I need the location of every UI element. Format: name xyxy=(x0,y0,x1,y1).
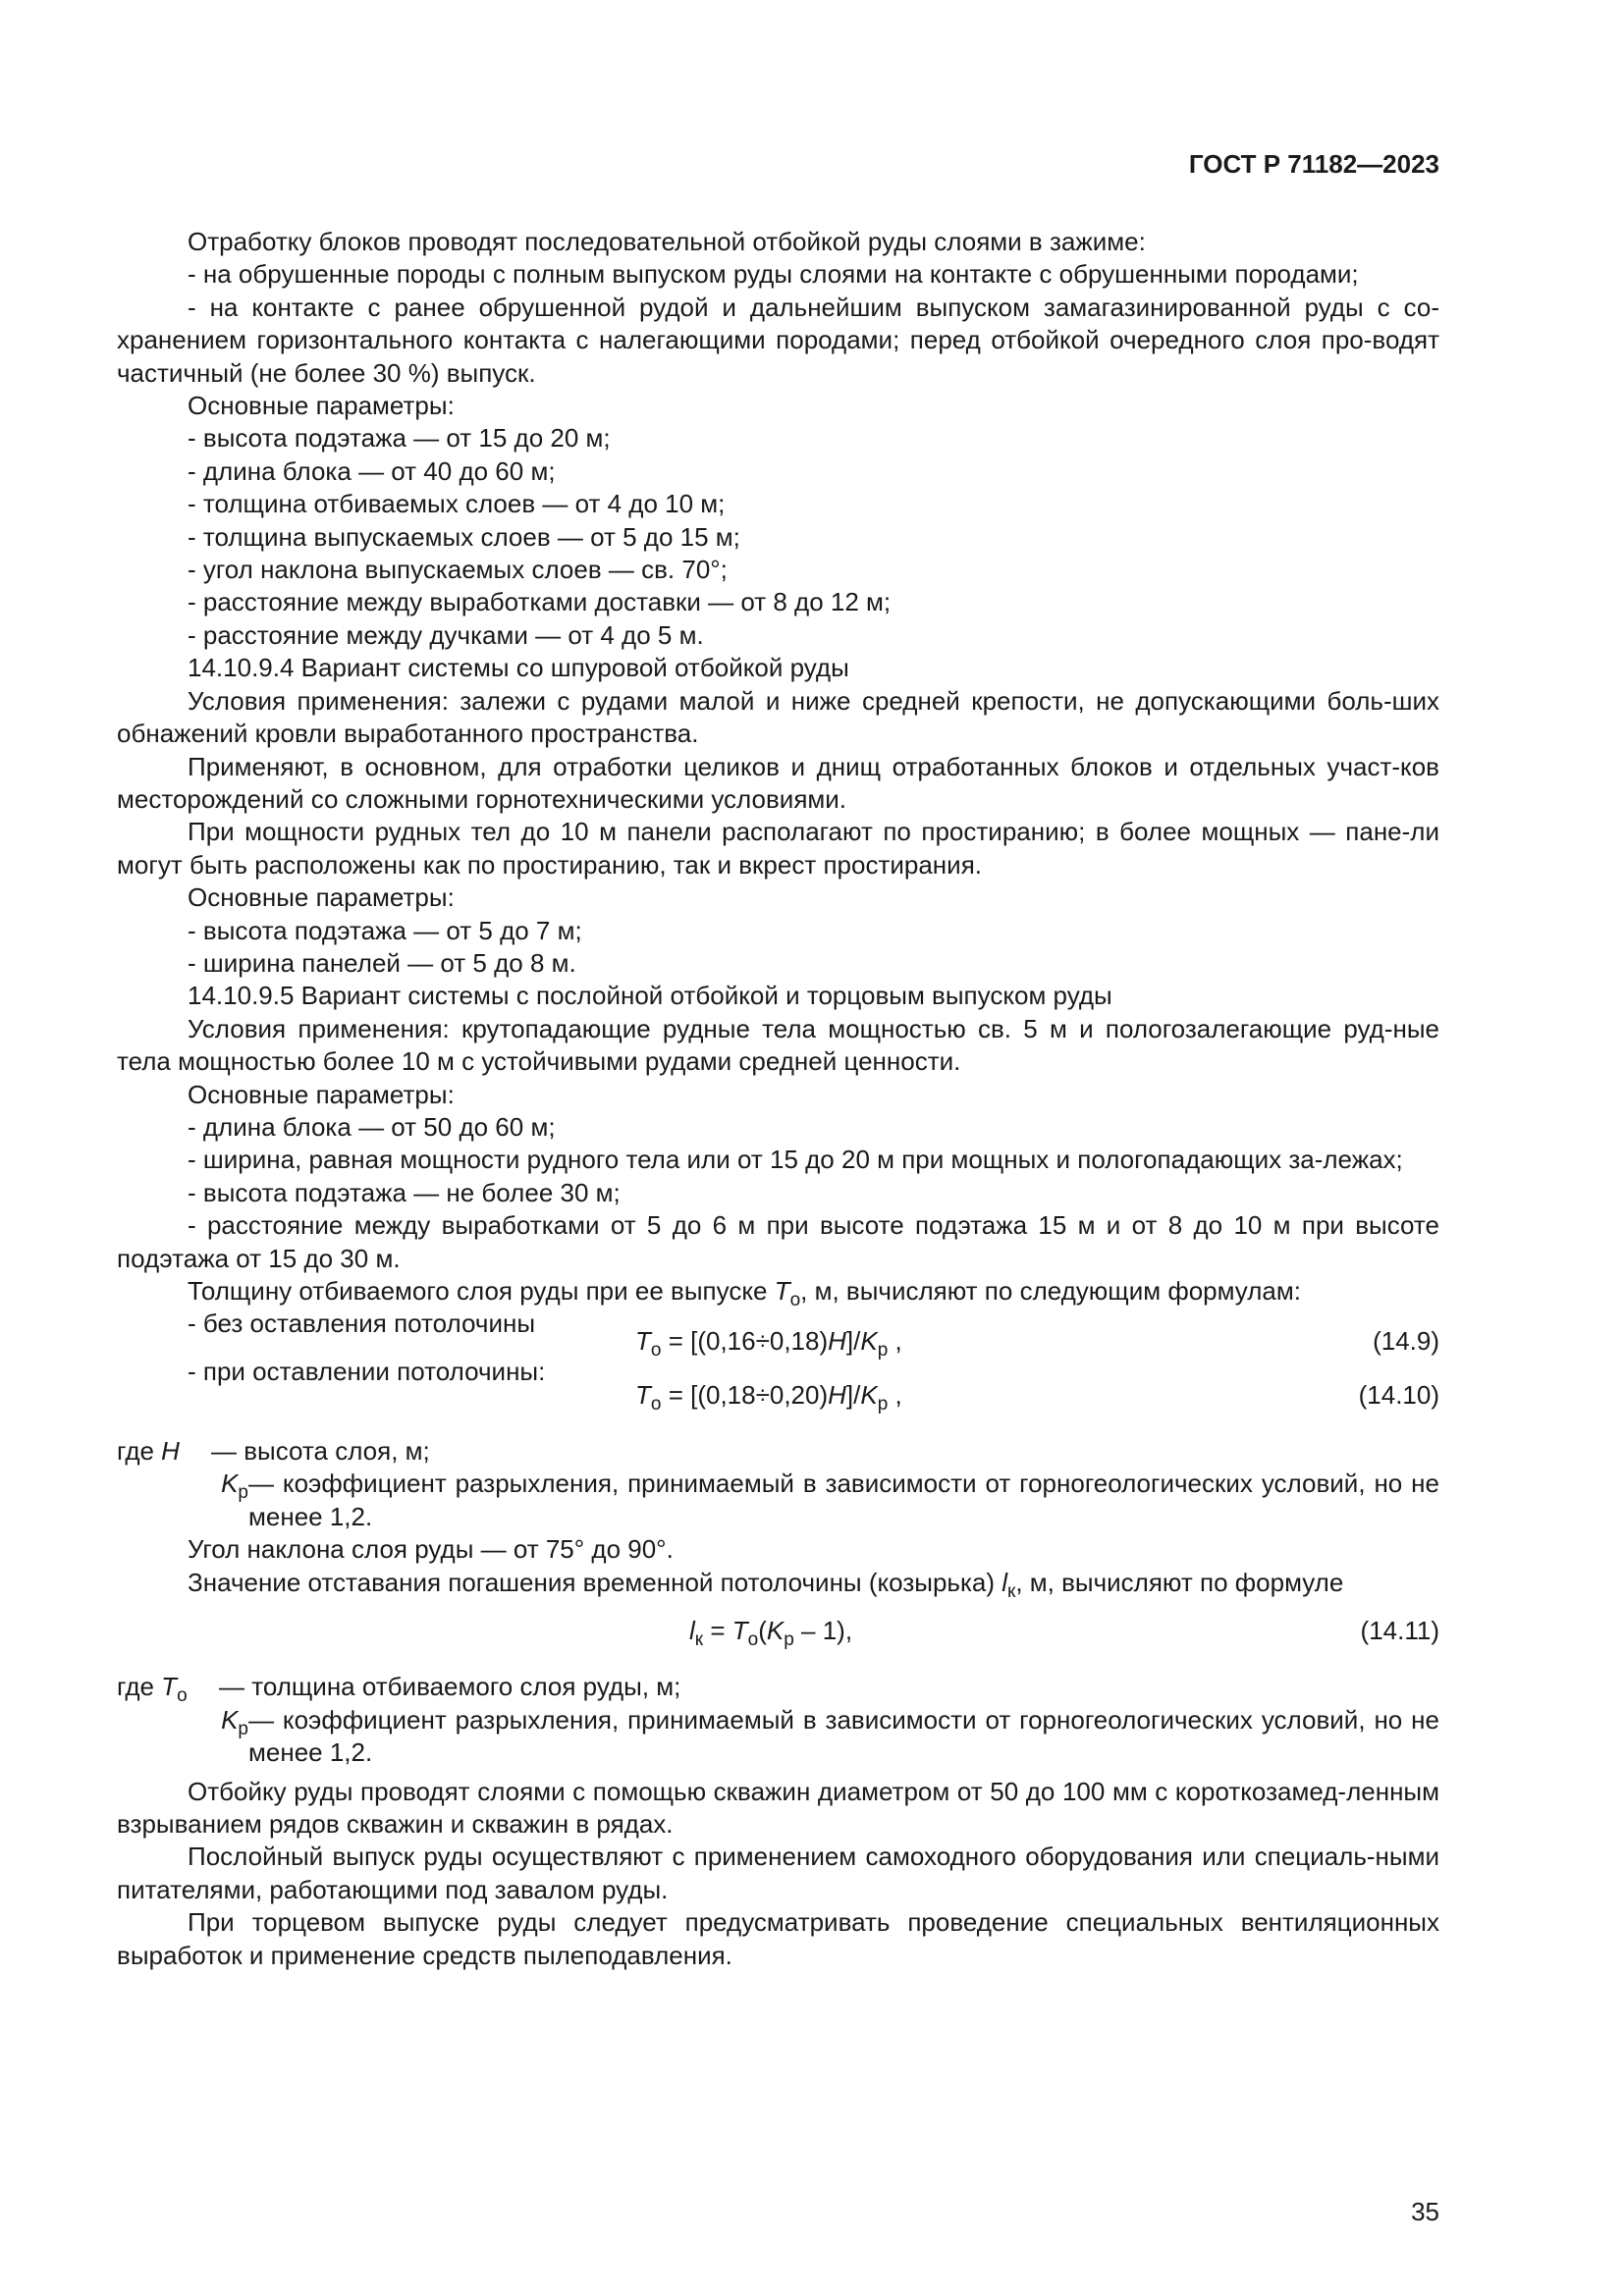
list-item: - высота подэтажа — от 5 до 7 м; xyxy=(188,915,582,945)
list-item: - при оставлении потолочины: xyxy=(188,1357,546,1387)
paragraph: Значение отставания погашения временной потолочины (козырька) $l_к$, м, вычисляют по формуле xyxy=(188,1567,1344,1602)
paragraph: Отбойку руды проводят слоями с помощью скважин диаметром от 50 до 100 мм с короткозамед-ленным взрыванием рядов скважин и скважин в рядах. xyxy=(117,1776,1439,1840)
list-item: - толщина выпускаемых слоев — от 5 до 15 м; xyxy=(188,521,740,552)
paragraph: Отработку блоков проводят последовательной отбойкой руды слоями в зажиме: xyxy=(188,227,1146,256)
definition-row xyxy=(117,1671,1439,1707)
document-code-header: ГОСТ Р 71182—2023 xyxy=(1188,149,1439,179)
definition-desc: — высота слоя, м; xyxy=(211,1436,430,1466)
body-text xyxy=(117,226,1439,1972)
formula-symbol: T xyxy=(774,1276,790,1306)
definition-term: $K_р$ xyxy=(221,1704,248,1739)
paragraph: При торцевом выпуске руды следует предусматривать проведение специальных вентиляционных выработок и применение средств пылеподавления. xyxy=(117,1907,1439,1970)
list-item: - ширина, равная мощности рудного тела или от 15 до 20 м при мощных и пологопадающих за-лежах; xyxy=(188,1145,1403,1175)
paragraph: - на обрушенные породы с полным выпуском руды слоями на контакте с обрушенными породами; xyxy=(188,259,1359,290)
list-item: - высота подэтажа — от 15 до 20 м; xyxy=(188,423,611,454)
list-item: - длина блока — от 40 до 60 м; xyxy=(188,455,556,486)
definition-desc: — коэффициент разрыхления, принимаемый в зависимости от горногеологических условий, но не менее 1,2. xyxy=(248,1704,1439,1768)
formula-expression: $T_о = [(0,16\div 0,18)H]/K_р$ , xyxy=(635,1325,902,1361)
definition-term: где $T_о$ xyxy=(117,1672,188,1707)
formula-expression: $T_о = [(0,18\div 0,20)H]/K_р$ , xyxy=(635,1379,902,1415)
list-item: - расстояние между выработками доставки — от 8 до 12 м; xyxy=(188,587,892,617)
paragraph: - на контакте с ранее обрушенной рудой и дальнейшим выпуском замагазинированной руды с со-хранением горизонтального контакта с налегающими породами; перед отбойкой очередного слоя про-водят частичный (не более 30 %) выпуск. xyxy=(117,292,1439,388)
definition-row xyxy=(117,1704,1439,1770)
list-item: - высота подэтажа — не более 30 м; xyxy=(188,1177,621,1207)
list-item: - угол наклона выпускаемых слоев — св. 70°; xyxy=(188,555,728,585)
list-item: - расстояние между выработками от 5 до 6 м при высоте подэтажа 15 м и от 8 до 10 м при высоте подэтажа от 15 до 30 м. xyxy=(117,1210,1439,1273)
paragraph: Толщину отбиваемого слоя руды при ее выпуске $T_о$, м, вычисляют по следующим формулам: xyxy=(188,1276,1301,1310)
list-item: - толщина отбиваемых слоев — от 4 до 10 м; xyxy=(188,489,726,519)
paragraph: Условия применения: залежи с рудами малой и ниже средней крепости, не допускающими боль-ших обнажений кровли выработанного пространства. xyxy=(117,685,1439,749)
list-item: - расстояние между дучками — от 4 до 5 м. xyxy=(188,619,704,650)
definition-term: $K_р$ xyxy=(221,1468,248,1504)
paragraph: Применяют, в основном, для отработки целиков и днищ отработанных блоков и отдельных участ-ков месторождений со сложными горнотехническими условиями. xyxy=(117,751,1439,814)
definition-desc: — коэффициент разрыхления, принимаемый в зависимости от горногеологических условий, но не менее 1,2. xyxy=(248,1468,1439,1531)
list-item: - без оставления потолочины xyxy=(188,1308,536,1339)
section-heading: 14.10.9.5 Вариант системы с послойной отбойкой и торцовым выпуском руды xyxy=(188,981,1112,1011)
formula-14-11 xyxy=(117,1615,1439,1651)
definition-desc: — толщина отбиваемого слоя руды, м; xyxy=(219,1672,681,1702)
definition-row xyxy=(117,1468,1439,1533)
definition-term: где H xyxy=(117,1436,180,1466)
definitions-list xyxy=(117,1435,1439,1533)
paragraph: Основные параметры: xyxy=(188,391,455,421)
list-item: - длина блока — от 50 до 60 м; xyxy=(188,1111,556,1142)
definitions-list xyxy=(117,1671,1439,1769)
paragraph: При мощности рудных тел до 10 м панели располагают по простиранию; в более мощных — пане-ли могут быть расположены как по простиранию, так и вкрест простирания. xyxy=(117,817,1439,880)
paragraph: Основные параметры: xyxy=(188,882,455,913)
list-item: - ширина панелей — от 5 до 8 м. xyxy=(188,947,576,978)
formula-14-10 xyxy=(117,1379,1439,1415)
definition-row xyxy=(117,1435,1439,1468)
formula-symbol: l xyxy=(1001,1567,1008,1597)
paragraph: Условия применения: крутопадающие рудные тела мощностью св. 5 м и пологозалегающие руд-ные тела мощностью более 10 м с устойчивыми рудами средней ценности. xyxy=(117,1013,1439,1077)
page-number: 35 xyxy=(1411,2197,1439,2226)
formula-number: (14.9) xyxy=(1373,1325,1439,1356)
formula-14-9 xyxy=(117,1325,1439,1361)
formula-expression: $l_к = T_о(K_р - 1)$, xyxy=(689,1616,853,1651)
paragraph: Угол наклона слоя руды — от 75° до 90°. xyxy=(188,1534,674,1565)
paragraph: Послойный выпуск руды осуществляют с применением самоходного оборудования или специаль-ными питателями, работающими под завалом руды. xyxy=(117,1842,1439,1904)
formula-number: (14.11) xyxy=(1360,1616,1439,1646)
formula-number: (14.10) xyxy=(1358,1379,1439,1410)
paragraph: Основные параметры: xyxy=(188,1079,455,1109)
section-heading: 14.10.9.4 Вариант системы со шпуровой отбойкой руды xyxy=(188,653,849,683)
